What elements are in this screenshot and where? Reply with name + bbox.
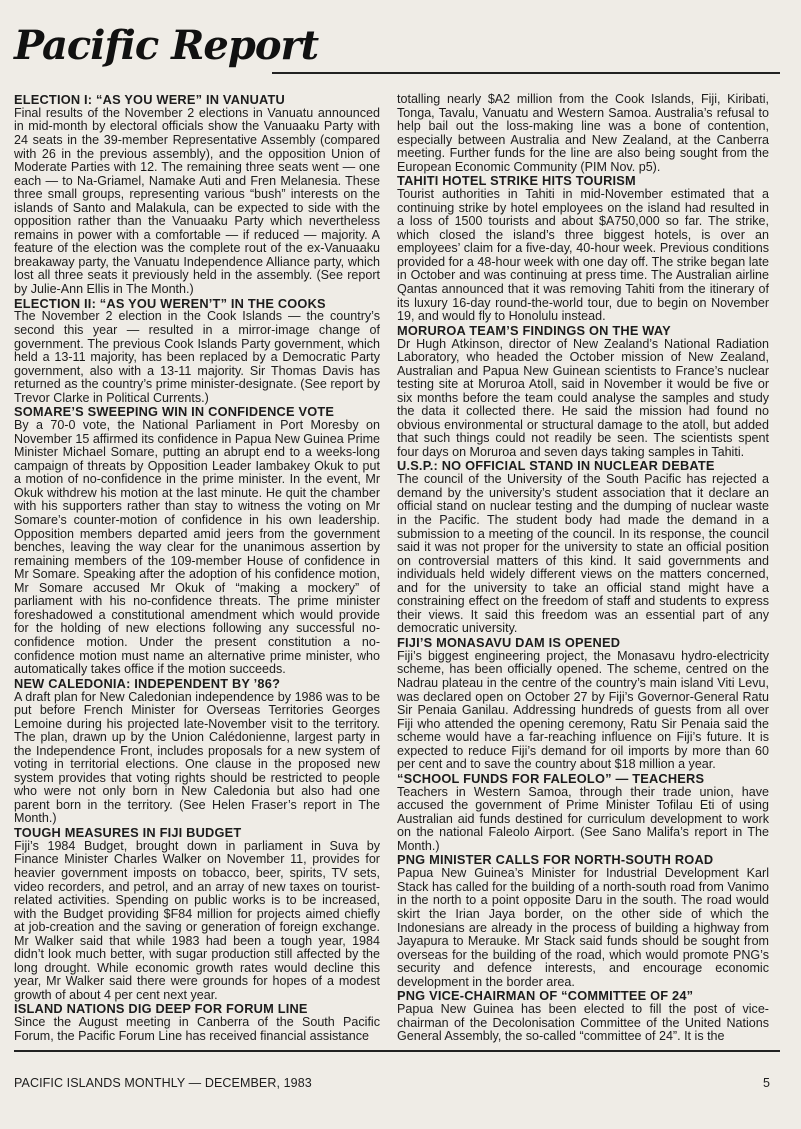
- footer-rule: [14, 1050, 780, 1052]
- story-body: Final results of the November 2 elections in Vanuatu announced in mid-month by electoral officials show the Vanuaaku Party with 24 seats in the 39-member Representative Assembly (compared with 26 in the previous assembly), and the opposition Union of Moderate Parties with 12. The remaining three seats went — one each — to Na-Griamel, Namake Auti and Fren Melanesia. These three small groups, representing various “bush” interests on the islands of Santo and Malakula, can be expected to side with the opposition rather than the Vanuaaku Party which nevertheless remains in power with a comfortable — if reduced — majority. A feature of the election was the complete rout of the ex-Vanuaaku breakaway party, the Vanuatu Independence Alliance party, which lost all three seats it previously held in the assembly. (See report by Julie-Ann Ellis in The Month.): [14, 105, 380, 297]
- story-forum-line: [14, 1002, 380, 1043]
- story-somare-confidence: [14, 405, 380, 676]
- story-vanuatu-election: [14, 93, 380, 297]
- story-faleolo-teachers: [397, 772, 769, 854]
- story-body: The council of the University of the South Pacific has rejected a demand by the university’s student association that it declare an official stand on nuclear testing and the dumping of nuclear waste in the Pacific. The student body had made the demand in a submission to a meeting of the council. In its response, the council said it was not proper for the university to state an official position on controversial matters of this kind. It said governments and individuals held widely different views on the matters concerned, and for the university to take an official stand might have a constraining effect on the freedom of staff and students to express their views. It said this freedom was an essential part of any democratic university.: [397, 472, 769, 636]
- story-headline: SOMARE’S SWEEPING WIN IN CONFIDENCE VOTE: [14, 404, 335, 420]
- story-body: By a 70-0 vote, the National Parliament in Port Moresby on November 15 affirmed its confidence in Papua New Guinea Prime Minister Michael Somare, putting an abrupt end to a weeks-long campaign of threats by Opposition Leader Iambakey Okuk to put a motion of no-confidence in the prime minister. In the event, Mr Okuk withdrew his motion at the last minute. He quit the chamber with his supporters rather than stay to witness the voting on Mr Somare’s counter-motion of confidence in his own leadership. Opposition members departed amid jeers from the government benches, leaving the way clear for the unanimous assertion by remaining members of the 109-member House of confidence in Mr Somare. Speaking after the adoption of his confidence motion, Mr Somare accused Mr Okuk of “making a mockery” of parliament with his no-confidence threats. The prime minister foreshadowed a constitutional amendment which would provide for the holding of new elections following any successful no-confidence motion. Under the present constitution a no-confidence motion must name an alternative prime minister, who automatically takes office if the motion succeeds.: [14, 418, 380, 677]
- story-forum-line-continued: [397, 93, 769, 174]
- story-body: Papua New Guinea’s Minister for Industrial Development Karl Stack has called for the building of a north-south road from Vanimo in the north to a point opposite Daru in the south. The road would skirt the Irian Jaya border, on the other side of which the Indonesians are already in the process of building a highway from Jayapura to Merauke. Mr Stack said funds should be sought from overseas for the building of the road, which would promote PNG’s security and defence interests, and encourage economic development in the border area.: [397, 866, 769, 989]
- story-body: totalling nearly $A2 million from the Cook Islands, Fiji, Kiribati, Tonga, Tavalu, Vanuatu and Western Samoa. Australia’s refusal to help bail out the loss-making line was a bone of contention, especially between Australia and New Zealand, at the Canberra meeting. Further funds for the line are also being sought from the European Economic Community (PIM Nov. p5).: [397, 92, 769, 174]
- right-column: [397, 93, 769, 1044]
- story-body: Teachers in Western Samoa, through their trade union, have accused the government of Prime Minister Tofilau Eti of using Australian aid funds destined for curriculum development to work on the national Faleolo Airport. (See Sano Malifa’s report in The Month.): [397, 784, 769, 853]
- story-headline: PNG VICE-CHAIRMAN OF “COMMITTEE OF 24”: [397, 988, 694, 1004]
- story-body: Fiji’s biggest engineering project, the Monasavu hydro-electricity scheme, has been officially opened. The scheme, centred on the Nadrau plateau in the centre of the country’s main island Viti Levu, was declared open on October 27 by Fiji’s Governor-General Ratu Sir Penaia Ganilau. Addressing hundreds of guests from all over Fiji who attended the opening ceremony, Ratu Sir Penaia said the scheme would have a far-reaching influence on Fiji’s future. It is expected to reduce Fiji’s demand for oil imports by more than 60 per cent and to save the country about $18 million a year.: [397, 648, 769, 772]
- page-number: 5: [762, 1076, 770, 1090]
- story-tahiti-strike: [397, 174, 769, 323]
- story-body: Since the August meeting in Canberra of the South Pacific Forum, the Pacific Forum Line has received financial assistance: [14, 1015, 380, 1043]
- story-moruroa-team: [397, 324, 769, 460]
- story-png-road: [397, 853, 769, 989]
- masthead-rule: [272, 72, 780, 74]
- masthead: [14, 16, 319, 76]
- story-headline: TOUGH MEASURES IN FIJI BUDGET: [14, 824, 242, 840]
- story-headline: FIJI’S MONASAVU DAM IS OPENED: [397, 634, 621, 650]
- story-fiji-budget: [14, 826, 380, 1002]
- story-headline: U.S.P.: NO OFFICIAL STAND IN NUCLEAR DEBATE: [397, 458, 715, 474]
- story-cooks-election: [14, 297, 380, 406]
- story-committee-24: [397, 989, 769, 1044]
- left-column: [14, 93, 380, 1043]
- story-headline: TAHITI HOTEL STRIKE HITS TOURISM: [397, 173, 636, 189]
- story-usp-nuclear: [397, 459, 769, 635]
- masthead-logo: Pacific Report: [14, 22, 319, 69]
- story-headline: ELECTION I: “AS YOU WERE” IN VANUATU: [14, 92, 285, 107]
- story-headline: ELECTION II: “AS YOU WEREN’T” IN THE COOKS: [14, 295, 326, 311]
- story-body: The November 2 election in the Cook Islands — the country’s second this year — resulted in a mirror-image change of government. The previous Cook Islands Party government, which held a 13-11 majority, has been replaced by a Democratic Party government, also with a 13-11 majority. Sir Thomas Davis has returned as the country’s prime minister-designate. (See report by Trevor Clarke in Political Currents.): [14, 309, 380, 405]
- story-new-caledonia: [14, 677, 380, 826]
- story-headline: MORUROA TEAM’S FINDINGS ON THE WAY: [397, 322, 671, 338]
- story-body: Papua New Guinea has been elected to fill the post of vice-chairman of the Decolonisation Committee of the United Nations General Assembly, the so-called “committee of 24”. It is the: [397, 1002, 769, 1044]
- story-headline: “SCHOOL FUNDS FOR FALEOLO” — TEACHERS: [397, 770, 705, 786]
- story-headline: ISLAND NATIONS DIG DEEP FOR FORUM LINE: [14, 1001, 308, 1017]
- story-headline: NEW CALEDONIA: INDEPENDENT BY ’86?: [14, 675, 281, 691]
- story-body: Tourist authorities in Tahiti in mid-November estimated that a continuing strike by hotel employees on the island had resulted in a loss of 1500 tourists and about $A750,000 so far. The strike, which closed the island’s three biggest hotels, is over an employees’ claim for a five-day, 40-hour week. Previous conditions provided for a 48-hour week with one day off. The strike began late in October and was continuing at press time. The Australian airline Qantas announced that it was removing Tahiti from the itinerary of its luxury 16-day round-the-world tour, due to begin on November 19, and would fly to Honolulu instead.: [397, 187, 769, 324]
- story-body: Fiji’s 1984 Budget, brought down in parliament in Suva by Finance Minister Charles Walker on November 11, provides for heavier government imposts on tobacco, beer, spirits, TV sets, video recorders, and petrol, and an array of new taxes on tourist-related activities. Spending on public works is to be increased, with the Budget providing $F84 million for projects aimed chiefly at job-creation and the saving or generation of foreign exchange. Mr Walker said that while 1983 had been a tough year, 1984 didn’t look much better, with sugar production still affected by the long drought. While economic growth rates would decline this year, Mr Walker said there were grounds for hopes of a modest growth of about 4 per cent next year.: [14, 838, 380, 1002]
- story-monasavu-dam: [397, 636, 769, 772]
- story-body: A draft plan for New Caledonian independence by 1986 was to be put before French Minister for Overseas Territories Georges Lemoine during his projected late-November visit to the territory. The plan, drawn up by the Union Calédonienne, largest party in the Independence Front, includes proposals for a new system of voting in territorial elections. One clause in the proposed new system provides that voting rights should be restricted to people who were not only born in New Caledonia but also had one parent born in the territory. (See Helen Fraser’s report in The Month.): [14, 689, 380, 826]
- story-headline: PNG MINISTER CALLS FOR NORTH-SOUTH ROAD: [397, 852, 714, 868]
- publication-line: PACIFIC ISLANDS MONTHLY — DECEMBER, 1983: [14, 1076, 312, 1090]
- story-body: Dr Hugh Atkinson, director of New Zealand’s National Radiation Laboratory, who headed the October mission of New Zealand, Australian and Papua New Guinean scientists to France’s nuclear testing site at Moruroa Atoll, said in November it would be five or six months before the team could analyse the samples and study the data it collected there. He said the mission had found no obvious environmental or structural damage to the atoll, but added that such things could not readily be seen. The scientists spent four days on Moruroa and seven days taking samples in Tahiti.: [397, 336, 769, 459]
